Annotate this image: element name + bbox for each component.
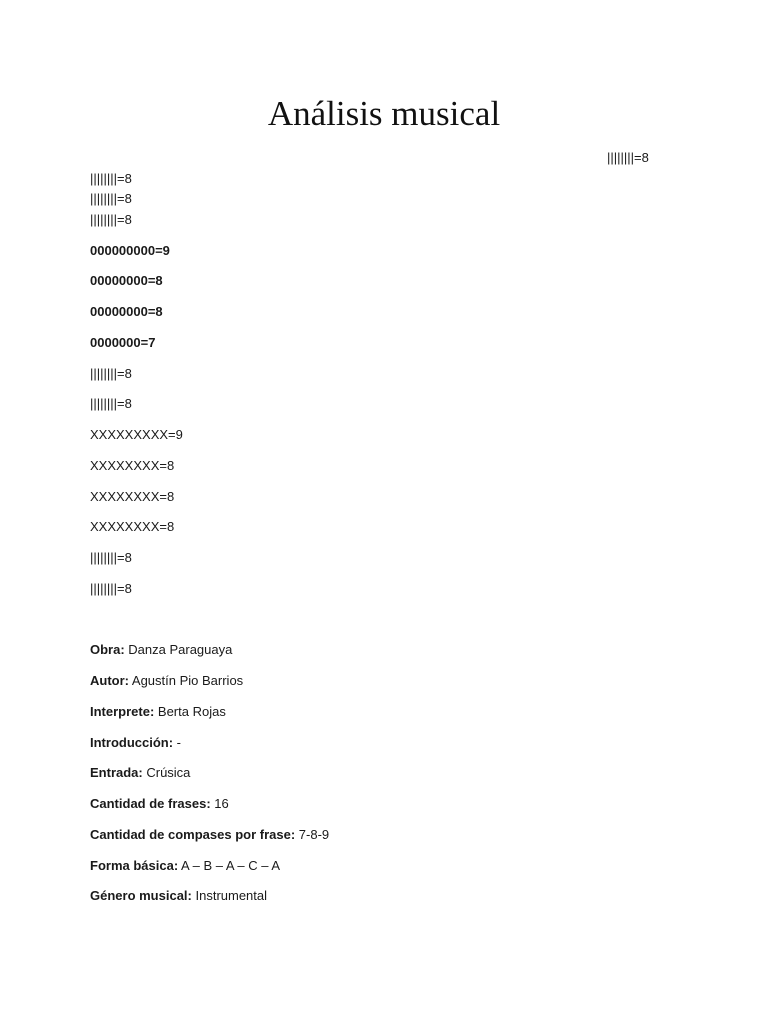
field-forma-basica <box>90 857 280 875</box>
field-value: Danza Paraguaya <box>124 642 233 657</box>
field-value: Agustín Pio Barrios <box>129 673 244 688</box>
pattern-line: XXXXXXXX=8 <box>90 489 175 504</box>
pattern-line: ||||||||=8 <box>90 581 132 596</box>
field-label: Autor: <box>90 673 129 688</box>
pattern-line: 00000000=8 <box>90 304 163 319</box>
pattern-line: ||||||||=8 <box>90 171 132 186</box>
field-entrada <box>90 764 190 782</box>
pattern-line: 0000000=7 <box>90 335 156 350</box>
field-label: Obra: <box>90 642 125 657</box>
field-label: Entrada: <box>90 765 143 780</box>
field-value: A – B – A – C – A <box>178 858 281 873</box>
field-obra <box>90 641 232 659</box>
pattern-line: ||||||||=8 <box>90 191 132 206</box>
field-value: Instrumental <box>191 888 268 903</box>
field-label: Cantidad de compases por frase: <box>90 827 296 842</box>
field-label: Introducción: <box>90 735 174 750</box>
pattern-line: ||||||||=8 <box>90 550 132 565</box>
field-cantidad-frases <box>90 795 229 813</box>
pattern-line: XXXXXXXXX=9 <box>90 427 183 442</box>
pattern-line: 000000000=9 <box>90 243 170 258</box>
field-interprete <box>90 703 226 721</box>
page-title: Análisis musical <box>267 94 501 133</box>
field-label: Cantidad de frases: <box>90 796 211 811</box>
pattern-line: XXXXXXXX=8 <box>90 458 175 473</box>
field-introduccion <box>90 734 181 752</box>
field-compases-por-frase <box>90 826 329 844</box>
field-value: Crúsica <box>142 765 191 780</box>
field-value: - <box>173 735 181 750</box>
field-label: Interprete: <box>90 704 155 719</box>
field-value: Berta Rojas <box>154 704 226 719</box>
field-label: Género musical: <box>90 888 192 903</box>
field-value: 7-8-9 <box>295 827 330 842</box>
field-genero-musical <box>90 887 267 905</box>
field-label: Forma básica: <box>90 858 179 873</box>
pattern-line: 00000000=8 <box>90 273 163 288</box>
pattern-line: XXXXXXXX=8 <box>90 519 175 534</box>
pattern-line: ||||||||=8 <box>90 212 132 227</box>
pattern-line-right: ||||||||=8 <box>607 150 649 165</box>
pattern-line: ||||||||=8 <box>90 396 132 411</box>
pattern-line: ||||||||=8 <box>90 366 132 381</box>
field-autor <box>90 672 243 690</box>
field-value: 16 <box>210 796 229 811</box>
